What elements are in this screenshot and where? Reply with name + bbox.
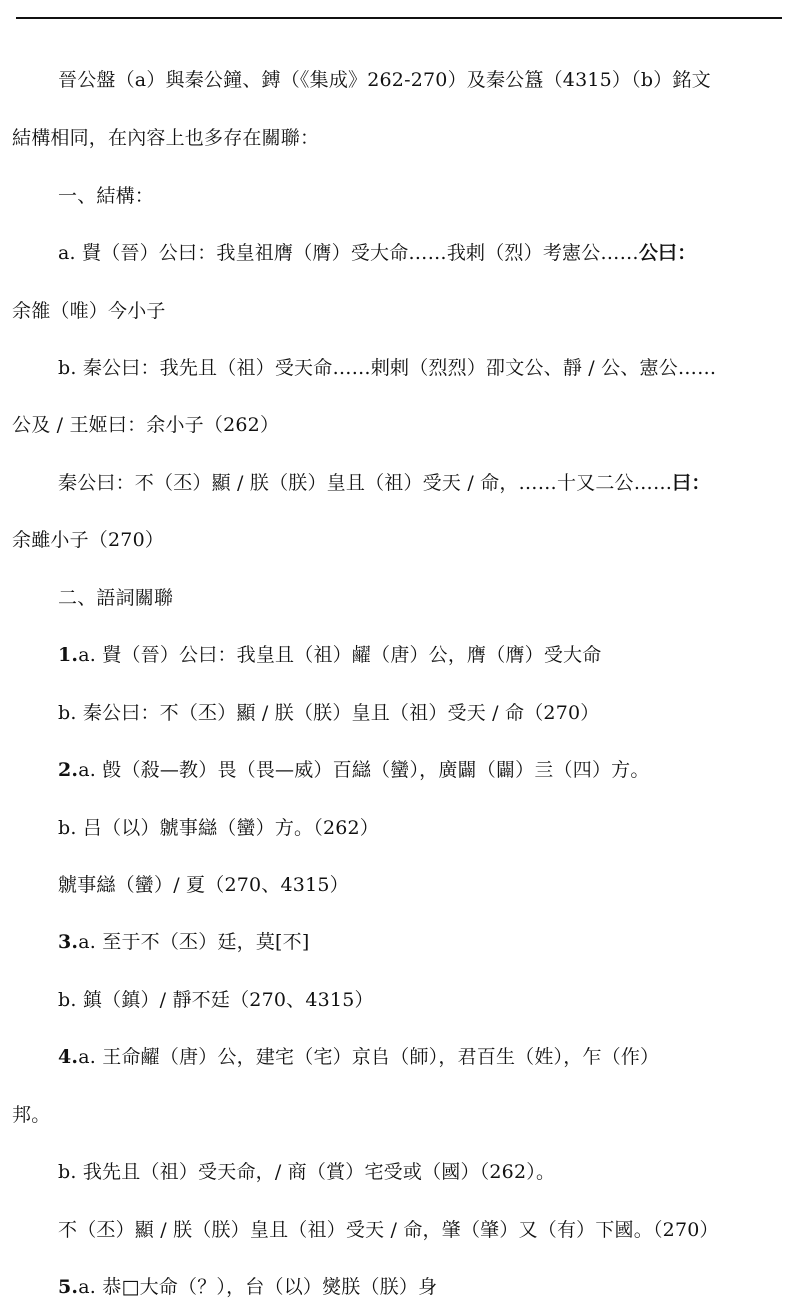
item-1-a [58, 643, 601, 667]
item-text: a. 至于不（丕）廷，莫[不] [78, 931, 310, 953]
item-2-a [58, 758, 650, 782]
item-4-a [58, 1045, 659, 1069]
structure-c-bold: 曰： [672, 472, 711, 494]
item-3-b: b. 鎮（鎮）/ 靜不廷（270、4315） [58, 989, 374, 1011]
structure-b-line-2: 公及 / 王姬曰：余小子（262） [12, 414, 280, 436]
intro-line-2: 結構相同，在內容上也多存在關聯： [12, 127, 320, 149]
intro-line-1: 晉公盤（a）與秦公鐘、鎛（《集成》262-270）及秦公簋（4315）（b）銘文 [58, 69, 711, 91]
structure-a-part-1: a. 䝿（晉）公曰：我皇祖 [58, 242, 275, 264]
item-number: 2. [58, 759, 79, 781]
structure-a-part-2: （膺）受大命……我 [293, 242, 467, 264]
item-text: a. 恭□大命（？），台（以）爕朕（朕）身 [78, 1276, 438, 1298]
item-4-a-cont: 邦。 [12, 1104, 51, 1126]
structure-a-line-1 [58, 241, 696, 265]
item-3-a [58, 930, 309, 954]
item-2-b: b. 吕（以）虩事䜌（蠻）方。（262） [58, 817, 380, 839]
section-1-heading: 一、結構： [58, 185, 155, 207]
section-2-heading: 二、語詞關聯 [58, 587, 174, 609]
structure-b-line-1: b. 秦公曰：我先且（祖）受天命……剌剌（烈烈）卲文公、靜 / 公、憲公…… [58, 357, 717, 379]
item-number: 5. [58, 1276, 79, 1298]
item-2-c: 虩事䜌（蠻）/ 夏（270、4315） [58, 874, 349, 896]
structure-a-line-2: 余雒（唯）今小子 [12, 300, 166, 322]
item-number: 1. [58, 644, 79, 666]
structure-a-part-3: （烈）考憲公…… [485, 242, 639, 264]
ying-char: 膺 [274, 242, 294, 264]
structure-c-line-2: 余雖小子（270） [12, 529, 165, 551]
item-text: a. 䝿（晉）公曰：我皇且（祖）䴞（唐）公，膺（膺）受大命 [78, 644, 602, 666]
structure-c-part-1: 秦公曰：不（丕）顯 / 朕（朕）皇且（祖）受天 / 命，……十又二公…… [58, 472, 673, 494]
item-4-c: 不（丕）顯 / 朕（朕）皇且（祖）受天 / 命，肇（肇）又（有）下國。（270） [58, 1219, 719, 1241]
item-1-b: b. 秦公曰：不（丕）顯 / 朕（朕）皇且（祖）受天 / 命（270） [58, 702, 600, 724]
item-text: a. 㲃（殺—教）畏（畏—威）百䜌（蠻），廣闢（闢）亖（四）方。 [78, 759, 650, 781]
structure-a-bold: 公曰： [638, 242, 697, 264]
lie-char: 剌 [466, 242, 486, 264]
item-4-b: b. 我先且（祖）受天命，/ 商（賞）宅受或（國）（262）。 [58, 1161, 556, 1183]
item-number: 3. [58, 931, 79, 953]
top-rule [16, 17, 782, 19]
item-5-a [58, 1275, 437, 1299]
item-text: a. 王命䴞（唐）公，建宅（宅）京𠂤（師），君百生（姓），乍（作） [78, 1046, 660, 1068]
item-number: 4. [58, 1046, 79, 1068]
structure-c-line-1 [58, 471, 711, 495]
